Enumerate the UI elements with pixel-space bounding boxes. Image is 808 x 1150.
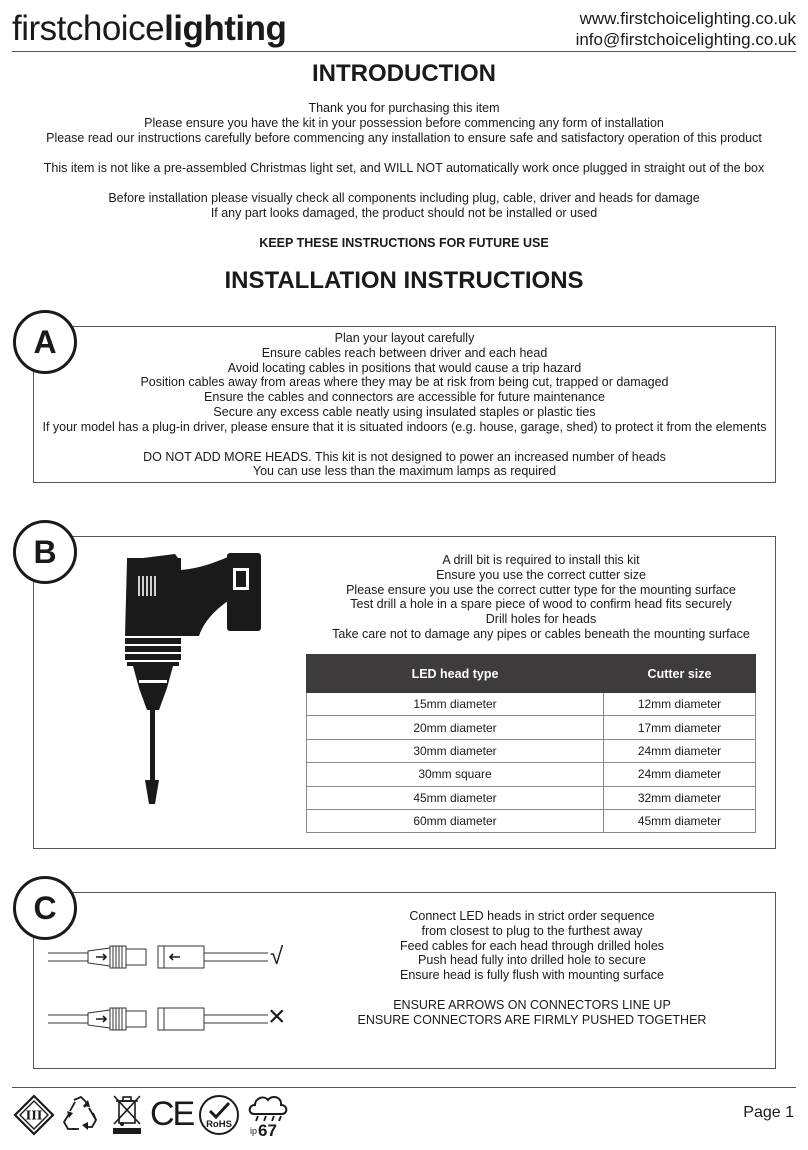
brand-logo [12, 6, 286, 52]
table-cell: 24mm diameter [604, 763, 756, 786]
table-row [307, 739, 756, 762]
intro-line: Please ensure you have the kit in your possession before commencing any form of installation [144, 116, 664, 130]
contact-block [576, 8, 796, 50]
step-a-line: Avoid locating cables in positions that would cause a trip hazard [227, 360, 582, 375]
website-link[interactable]: www.firstchoicelighting.co.uk [579, 9, 796, 28]
table-cell: 20mm diameter [307, 716, 604, 739]
table-cell: 30mm square [307, 763, 604, 786]
table-row [307, 716, 756, 739]
intro-check-line: Before installation please visually check all components including plug, cable, driver and heads for damage [108, 191, 700, 205]
step-a-warning: You can use less than the maximum lamps as required [252, 464, 557, 479]
step-c-line: Ensure head is fully flush with mounting surface [399, 968, 665, 983]
class-iii-icon [12, 1093, 56, 1137]
table-cell: 60mm diameter [307, 809, 604, 832]
intro-notice: This item is not like a pre-assembled Christmas light set, and WILL NOT automatically work once plugged in straight out of the box [43, 161, 765, 175]
step-c-warning: ENSURE CONNECTORS ARE FIRMLY PUSHED TOGETHER [357, 1012, 707, 1027]
step-b-line: A drill bit is required to install this kit [442, 553, 640, 567]
ip-prefix: ip [250, 1126, 258, 1136]
step-b-line: Please ensure you use the correct cutter type for the mounting surface [346, 582, 736, 597]
page-number: Page 1 [743, 1104, 794, 1121]
rohs-icon [198, 1094, 240, 1136]
step-b-text [306, 553, 776, 642]
step-a-line: Secure any excess cable neatly using insulated staples or plastic ties [213, 404, 596, 419]
table-cell: 12mm diameter [604, 693, 756, 716]
step-c-warning: ENSURE ARROWS ON CONNECTORS LINE UP [393, 997, 671, 1012]
table-row [307, 763, 756, 786]
step-a-text [34, 327, 775, 479]
intro-title: INTRODUCTION [312, 60, 496, 87]
step-a-badge: A [13, 310, 77, 374]
step-a-box [33, 326, 776, 483]
table-cell: 45mm diameter [604, 809, 756, 832]
intro-line: Please read our instructions carefully before commencing any installation to ensure safe and satisfactory operation of this product [46, 131, 762, 145]
cutter-size-table [306, 654, 756, 833]
table-row [307, 786, 756, 809]
table-row [307, 693, 756, 716]
step-a-line: Ensure cables reach between driver and each head [261, 345, 548, 360]
step-c-text [307, 909, 757, 1028]
install-title: INSTALLATION INSTRUCTIONS [224, 267, 584, 294]
table-cell: 17mm diameter [604, 716, 756, 739]
step-a-warning: DO NOT ADD MORE HEADS. This kit is not designed to power an increased number of heads [143, 449, 666, 464]
ip-rating: 67 [258, 1121, 277, 1138]
rohs-label: RoHS [206, 1119, 232, 1130]
table-cell: 32mm diameter [604, 786, 756, 809]
step-c-line: Connect LED heads in strict order sequence [409, 909, 655, 923]
ip67-icon [246, 1092, 290, 1138]
header-divider [12, 51, 796, 52]
step-c-badge: C [13, 876, 77, 940]
step-b-badge: B [13, 520, 77, 584]
table-cell: 24mm diameter [604, 739, 756, 762]
table-header-cutter-size: Cutter size [604, 655, 756, 693]
step-a-line: If your model has a plug-in driver, please ensure that it is situated indoors (e.g. house, garage, shed) to protect it from the elements [42, 419, 767, 434]
step-b-line: Ensure you use the correct cutter size [436, 567, 646, 582]
class-iii-label: III [25, 1108, 43, 1123]
table-cell: 30mm diameter [307, 739, 604, 762]
table-row [307, 809, 756, 832]
ce-mark: CE [150, 1095, 194, 1133]
intro-text [0, 101, 808, 251]
wrong-cross: × [268, 1000, 286, 1033]
table-cell: 15mm diameter [307, 693, 604, 716]
step-a-line: Ensure the cables and connectors are accessible for future maintenance [204, 390, 605, 405]
step-c-line: Feed cables for each head through drilled holes [399, 938, 665, 953]
step-b-line: Take care not to damage any pipes or cables beneath the mounting surface [332, 626, 750, 641]
intro-line: Thank you for purchasing this item [308, 101, 500, 115]
step-a-line: Plan your layout carefully [334, 331, 475, 345]
weee-bin-icon [110, 1092, 144, 1136]
brand-bold: lighting [164, 9, 287, 48]
connector-wrong-icon [48, 1002, 268, 1036]
step-b-line: Drill holes for heads [485, 612, 597, 627]
step-c-line: from closest to plug to the furthest away [421, 923, 643, 938]
drill-icon [115, 548, 275, 810]
step-c-line: Push head fully into drilled hole to secure [418, 953, 646, 968]
keep-instructions: KEEP THESE INSTRUCTIONS FOR FUTURE USE [259, 236, 549, 250]
step-a-line: Position cables away from areas where they may be at risk from being cut, trapped or damaged [140, 375, 669, 390]
email-link[interactable]: info@firstchoicelighting.co.uk [575, 30, 796, 49]
step-b-line: Test drill a hole in a spare piece of wood to confirm head fits securely [350, 597, 732, 612]
correct-tick: √ [270, 943, 284, 970]
connector-correct-icon [48, 940, 268, 974]
table-cell: 45mm diameter [307, 786, 604, 809]
table-header-head-type: LED head type [307, 655, 604, 693]
intro-check-line: If any part looks damaged, the product should not be installed or used [210, 206, 598, 220]
footer-divider [12, 1087, 796, 1088]
step-c-box [33, 892, 776, 1069]
recycle-icon [60, 1094, 102, 1134]
brand-light: firstchoice [12, 9, 165, 48]
